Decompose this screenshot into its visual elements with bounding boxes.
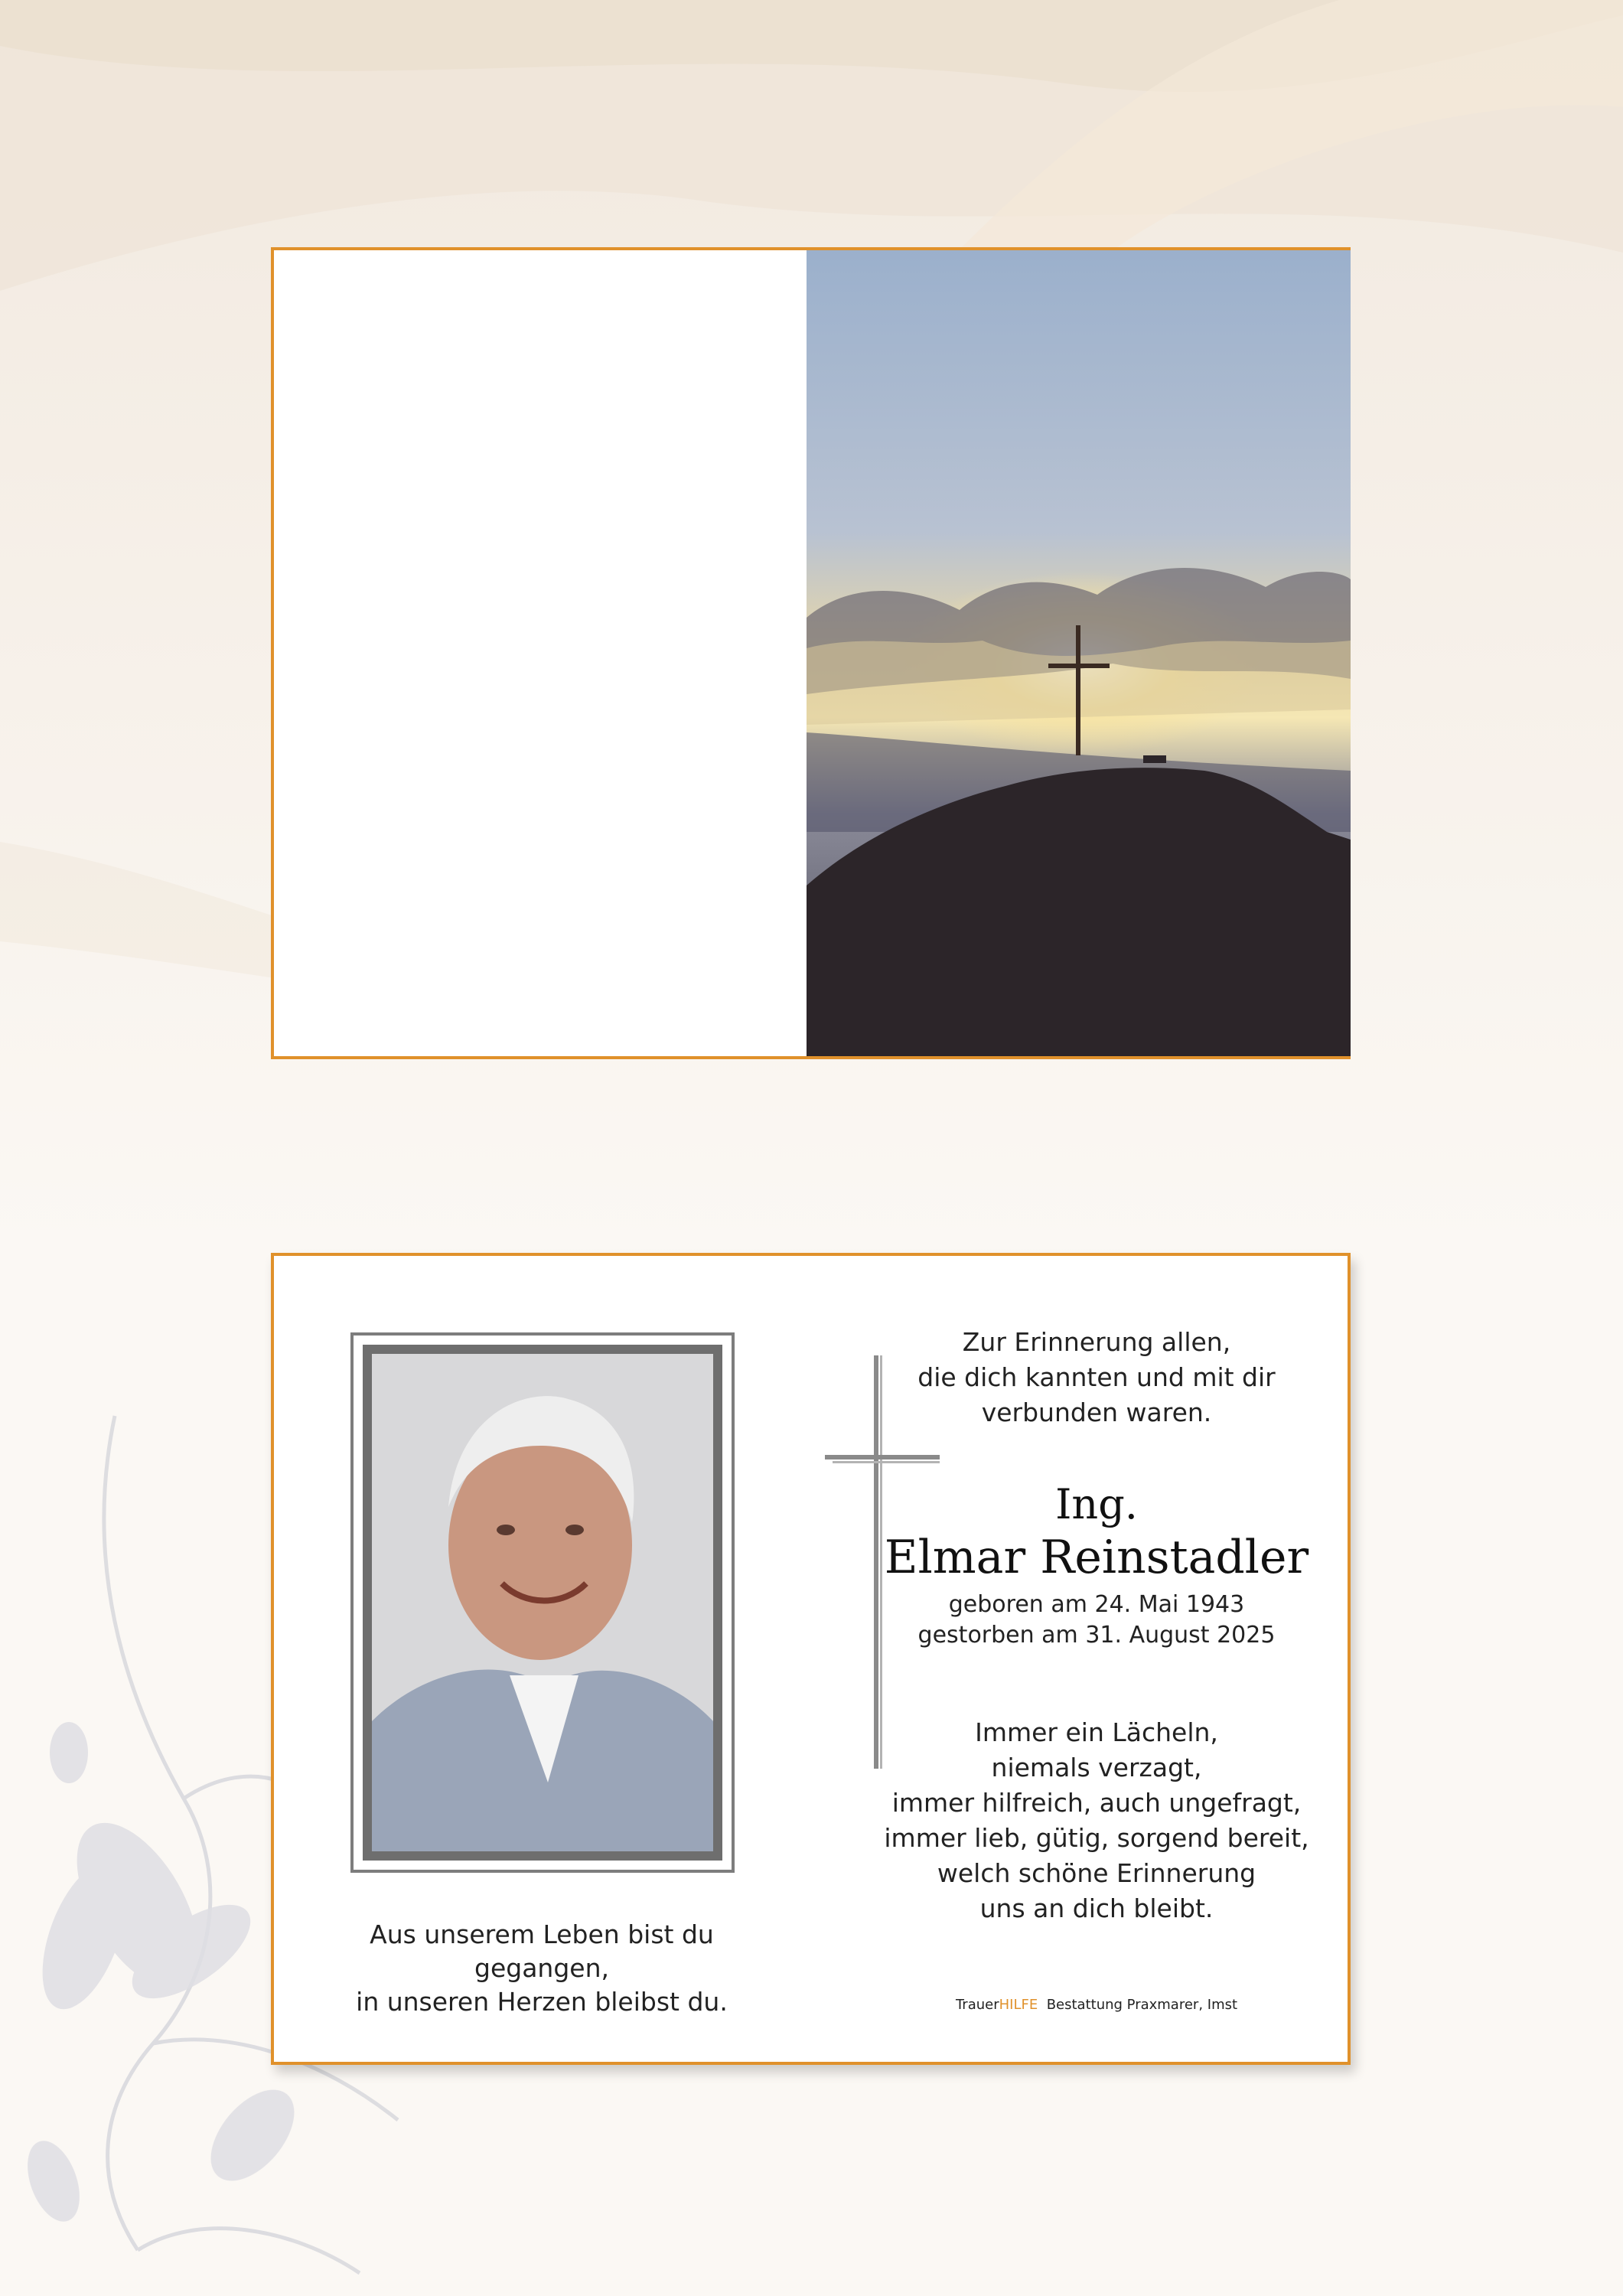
poem-line: uns an dich bleibt. [979,1893,1214,1923]
brand-trauer: Trauer [955,1997,999,2013]
summit-cross-photo [807,250,1351,1056]
card-back-page [271,247,1351,1059]
birth-date: geboren am 24. Mai 1943 [948,1591,1245,1618]
portrait-image [372,1354,713,1851]
brand-hilfe: HILFE [999,1997,1038,2013]
portrait-frame [350,1332,735,1873]
funeral-home-credit [855,1997,1338,2013]
poem [855,1715,1338,1926]
memory-line: verbunden waren. [981,1397,1212,1427]
left-quote-line: Aus unserem Leben bist du gegangen, [370,1919,714,1983]
memory-text [855,1325,1338,1430]
memory-line: die dich kannten und mit dir [917,1362,1276,1392]
poem-line: Immer ein Lächeln, [975,1717,1218,1747]
portrait-photo [363,1345,722,1861]
memory-line: Zur Erinnerung allen, [962,1327,1231,1357]
life-dates [855,1590,1338,1651]
poem-line: immer lieb, gütig, sorgend bereit, [884,1823,1309,1853]
funeral-home-name: Bestattung Praxmarer, Imst [1046,1997,1238,2013]
left-quote [305,1918,779,2019]
poem-line: welch schöne Erinnerung [937,1858,1256,1888]
honorific-title: Ing. [1055,1480,1138,1528]
death-date: gestorben am 31. August 2025 [917,1622,1276,1649]
poem-line: immer hilfreich, auch ungefragt, [891,1788,1302,1818]
left-quote-line: in unseren Herzen bleibst du. [356,1987,728,2017]
poem-line: niemals verzagt, [991,1753,1202,1782]
deceased-name: Elmar Reinstadler [884,1531,1309,1584]
card-front-page [271,1253,1351,2065]
